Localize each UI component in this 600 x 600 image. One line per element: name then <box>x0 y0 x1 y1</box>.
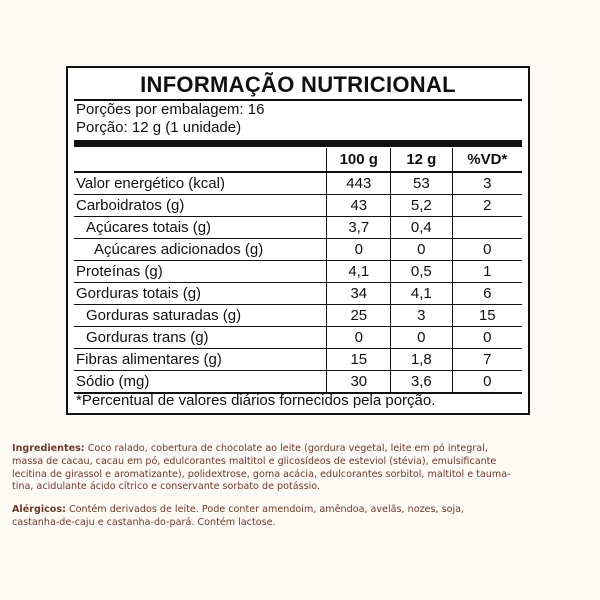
nutrient-name: Açúcares totais (g) <box>74 217 327 239</box>
serving-size: Porção: 12 g (1 unidade) <box>76 119 242 136</box>
value-vd: 1 <box>452 261 522 283</box>
ingredients-line: Coco ralado, cobertura de chocolate ao leite (gordura vegetal, leite em pó integral, <box>84 443 488 454</box>
value-12g: 5,2 <box>391 195 452 217</box>
table-row <box>74 305 522 327</box>
value-12g: 0 <box>391 239 452 261</box>
nutrient-name: Fibras alimentares (g) <box>74 349 327 371</box>
header-100g: 100 g <box>327 148 391 172</box>
value-100g: 4,1 <box>327 261 391 283</box>
value-vd: 0 <box>452 327 522 349</box>
value-100g: 0 <box>327 239 391 261</box>
value-100g: 25 <box>327 305 391 327</box>
table-row <box>74 217 522 239</box>
header-12g: 12 g <box>391 148 452 172</box>
table-header-row <box>74 148 522 172</box>
value-12g: 1,8 <box>391 349 452 371</box>
nutrient-name: Gorduras totais (g) <box>74 283 327 305</box>
servings-per-package: Porções por embalagem: 16 <box>76 101 265 118</box>
nutrition-facts-panel <box>66 66 530 415</box>
nutrient-name: Valor energético (kcal) <box>74 172 327 195</box>
value-12g: 0,5 <box>391 261 452 283</box>
value-12g: 4,1 <box>391 283 452 305</box>
nutrient-name: Sódio (mg) <box>74 371 327 394</box>
ingredients-text <box>12 443 588 494</box>
value-12g: 3 <box>391 305 452 327</box>
allergens-text <box>12 504 588 530</box>
value-vd: 0 <box>452 239 522 261</box>
table-row <box>74 195 522 217</box>
value-vd: 6 <box>452 283 522 305</box>
table-row <box>74 172 522 195</box>
value-100g: 443 <box>327 172 391 195</box>
table-row <box>74 327 522 349</box>
table-row <box>74 371 522 394</box>
table-row <box>74 349 522 371</box>
value-vd: 3 <box>452 172 522 195</box>
nutrient-name: Carboidratos (g) <box>74 195 327 217</box>
value-12g: 0 <box>391 327 452 349</box>
value-100g: 34 <box>327 283 391 305</box>
allergens-heading: Alérgicos: <box>12 504 66 515</box>
value-12g: 3,6 <box>391 371 452 394</box>
value-vd <box>452 217 522 239</box>
table-row <box>74 239 522 261</box>
header-label-cell <box>74 148 327 172</box>
value-100g: 30 <box>327 371 391 394</box>
table-row <box>74 283 522 305</box>
allergens-line: Contém derivados de leite. Pode conter amendoim, amêndoa, avelãs, nozes, soja, <box>65 504 465 515</box>
value-100g: 43 <box>327 195 391 217</box>
value-12g: 53 <box>391 172 452 195</box>
nutrient-name: Gorduras saturadas (g) <box>74 305 327 327</box>
nutrient-name: Gorduras trans (g) <box>74 327 327 349</box>
allergens-line: castanha-de-caju e castanha-do-pará. Contém lactose. <box>12 516 276 528</box>
value-100g: 15 <box>327 349 391 371</box>
nutrient-name: Proteínas (g) <box>74 261 327 283</box>
ingredients-line: massa de cacau, cacau em pó, edulcorantes maltitol e glicosídeos de esteviol (stévia), emulsificante <box>12 455 497 467</box>
value-vd: 7 <box>452 349 522 371</box>
ingredients-line: lecitina de girassol e aromatizante), polidextrose, goma acácia, edulcorantes sorbitol, maltitol e tauma- <box>12 468 511 480</box>
ingredients-line: tina, acidulante ácido cítrico e conservante sorbato de potássio. <box>12 481 321 493</box>
ingredients-heading: Ingredientes: <box>12 443 85 454</box>
table-row <box>74 261 522 283</box>
daily-value-footnote: *Percentual de valores diários fornecidos pela porção. <box>76 392 436 409</box>
label-title: INFORMAÇÃO NUTRICIONAL <box>140 72 456 97</box>
value-vd: 15 <box>452 305 522 327</box>
header-divider <box>74 140 522 147</box>
value-100g: 3,7 <box>327 217 391 239</box>
header-vd: %VD* <box>452 148 522 172</box>
value-100g: 0 <box>327 327 391 349</box>
nutrient-name: Açúcares adicionados (g) <box>74 239 327 261</box>
value-12g: 0,4 <box>391 217 452 239</box>
nutrition-table <box>74 148 522 394</box>
value-vd: 2 <box>452 195 522 217</box>
value-vd: 0 <box>452 371 522 394</box>
